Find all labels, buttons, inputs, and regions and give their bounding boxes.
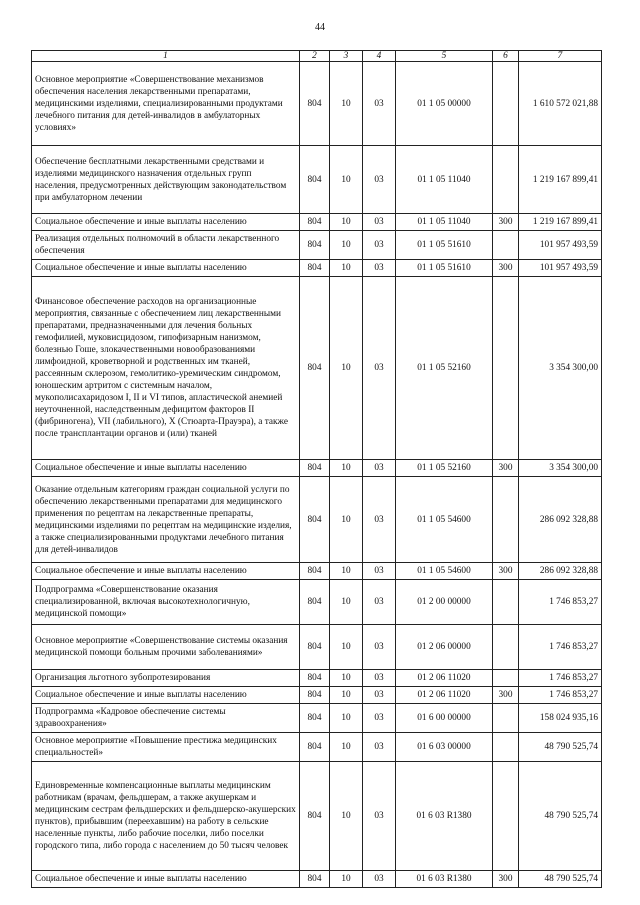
cell-sum: 1 746 853,27 (519, 670, 602, 687)
row-name: Основное мероприятие «Совершенствование системы оказания медицинской помощи больным прочими заболеваниями» (32, 625, 300, 670)
cell-sum: 101 957 493,59 (519, 260, 602, 277)
row-name: Социальное обеспечение и иные выплаты населению (32, 563, 300, 580)
table-row (32, 277, 602, 460)
cell-sum: 1 610 572 021,88 (519, 62, 602, 146)
cell-vr (493, 62, 519, 146)
row-name: Обеспечение бесплатными лекарственными средствами и изделиями медицинского назначения отдельных групп населения, предусмотренных действующим законодательством при амбулаторном лечении (32, 146, 300, 214)
cell-pr: 03 (363, 580, 396, 625)
header-row (32, 51, 602, 62)
cell-sum: 286 092 328,88 (519, 563, 602, 580)
cell-rz: 10 (330, 762, 363, 871)
cell-csr: 01 2 06 11020 (396, 670, 493, 687)
row-name: Финансовое обеспечение расходов на организационные мероприятия, связанные с обеспечением лиц лекарственными препаратами, предназначенными для лечения больных гемофилией, муковисцидозом, гипофизарным нанизмом, болезнью Гоше, злокачественными новообразованиями лимфоидной, кроветворной и родственных им тканей, рассеянным склерозом, гемолитико-уремическим синдромом, юношеским артритом с системным началом, мукополисахаридозом I, II и VI типов, апластической анемией неуточненной, наследственным дефицитом факторов II (фибриногена), VII (лабильного), X (Стюарта-Прауэра), а также после трансплантации органов и (или) тканей (32, 277, 300, 460)
table-row (32, 580, 602, 625)
cell-vr: 300 (493, 563, 519, 580)
cell-ved: 804 (300, 625, 330, 670)
cell-csr: 01 2 06 00000 (396, 625, 493, 670)
cell-rz: 10 (330, 563, 363, 580)
cell-ved: 804 (300, 580, 330, 625)
row-name: Подпрограмма «Совершенствование оказания специализированной, включая высокотехнологичную, медицинской помощи» (32, 580, 300, 625)
cell-csr: 01 1 05 51610 (396, 260, 493, 277)
cell-csr: 01 6 03 00000 (396, 733, 493, 762)
cell-csr: 01 6 03 R1380 (396, 762, 493, 871)
cell-pr: 03 (363, 871, 396, 888)
cell-rz: 10 (330, 231, 363, 260)
cell-rz: 10 (330, 871, 363, 888)
cell-rz: 10 (330, 625, 363, 670)
cell-pr: 03 (363, 563, 396, 580)
cell-pr: 03 (363, 625, 396, 670)
cell-csr: 01 1 05 11040 (396, 214, 493, 231)
cell-rz: 10 (330, 277, 363, 460)
cell-csr: 01 6 00 00000 (396, 704, 493, 733)
column-header: 6 (493, 51, 519, 62)
cell-vr (493, 477, 519, 563)
cell-vr (493, 733, 519, 762)
cell-pr: 03 (363, 704, 396, 733)
cell-vr (493, 625, 519, 670)
cell-csr: 01 6 03 R1380 (396, 871, 493, 888)
cell-pr: 03 (363, 214, 396, 231)
cell-csr: 01 1 05 54600 (396, 563, 493, 580)
cell-ved: 804 (300, 687, 330, 704)
column-header: 3 (330, 51, 363, 62)
cell-csr: 01 1 05 11040 (396, 146, 493, 214)
row-name: Основное мероприятие «Совершенствование механизмов обеспечения населения лекарственными препаратами, медицинскими изделиями, специализированными продуктами лечебного питания для детей-инвалидов в амбулаторных условиях» (32, 62, 300, 146)
cell-sum: 1 746 853,27 (519, 625, 602, 670)
table-row (32, 146, 602, 214)
table-row (32, 563, 602, 580)
cell-pr: 03 (363, 460, 396, 477)
cell-ved: 804 (300, 563, 330, 580)
row-name: Социальное обеспечение и иные выплаты населению (32, 687, 300, 704)
cell-rz: 10 (330, 214, 363, 231)
cell-rz: 10 (330, 687, 363, 704)
cell-sum: 48 790 525,74 (519, 762, 602, 871)
cell-vr: 300 (493, 687, 519, 704)
cell-csr: 01 2 00 00000 (396, 580, 493, 625)
column-header: 5 (396, 51, 493, 62)
cell-vr (493, 704, 519, 733)
table-row (32, 625, 602, 670)
cell-vr: 300 (493, 214, 519, 231)
cell-rz: 10 (330, 260, 363, 277)
cell-pr: 03 (363, 146, 396, 214)
cell-sum: 3 354 300,00 (519, 460, 602, 477)
row-name: Основное мероприятие «Повышение престижа медицинских специальностей» (32, 733, 300, 762)
cell-rz: 10 (330, 62, 363, 146)
column-header: 1 (32, 51, 300, 62)
cell-vr (493, 231, 519, 260)
table-row (32, 871, 602, 888)
row-name: Реализация отдельных полномочий в области лекарственного обеспечения (32, 231, 300, 260)
budget-table (31, 50, 602, 888)
cell-pr: 03 (363, 231, 396, 260)
table-row (32, 687, 602, 704)
cell-vr (493, 277, 519, 460)
table-row (32, 260, 602, 277)
cell-ved: 804 (300, 277, 330, 460)
table-row (32, 460, 602, 477)
cell-sum: 1 746 853,27 (519, 687, 602, 704)
table-row (32, 231, 602, 260)
table-row (32, 214, 602, 231)
cell-sum: 101 957 493,59 (519, 231, 602, 260)
cell-csr: 01 1 05 51610 (396, 231, 493, 260)
cell-ved: 804 (300, 460, 330, 477)
row-name: Социальное обеспечение и иные выплаты населению (32, 871, 300, 888)
cell-vr: 300 (493, 260, 519, 277)
cell-pr: 03 (363, 62, 396, 146)
row-name: Единовременные компенсационные выплаты медицинским работникам (врачам, фельдшерам, а также акушеркам и медицинским сестрам фельдшерских и фельдшерско-акушерских пунктов), прибывшим (переехавшим) на работу в сельские населенные пункты, либо рабочие поселки, либо поселки городского типа, либо города с населением до 50 тысяч человек (32, 762, 300, 871)
table-row (32, 704, 602, 733)
cell-ved: 804 (300, 733, 330, 762)
cell-rz: 10 (330, 477, 363, 563)
column-header: 7 (519, 51, 602, 62)
cell-csr: 01 1 05 00000 (396, 62, 493, 146)
cell-sum: 3 354 300,00 (519, 277, 602, 460)
row-name: Социальное обеспечение и иные выплаты населению (32, 214, 300, 231)
cell-rz: 10 (330, 146, 363, 214)
cell-csr: 01 1 05 52160 (396, 277, 493, 460)
column-header: 2 (300, 51, 330, 62)
cell-ved: 804 (300, 477, 330, 563)
cell-pr: 03 (363, 477, 396, 563)
cell-pr: 03 (363, 670, 396, 687)
table-row (32, 762, 602, 871)
cell-sum: 1 219 167 899,41 (519, 146, 602, 214)
cell-rz: 10 (330, 670, 363, 687)
cell-sum: 158 024 935,16 (519, 704, 602, 733)
row-name: Организация льготного зубопротезирования (32, 670, 300, 687)
table-row (32, 733, 602, 762)
table-row (32, 670, 602, 687)
row-name: Социальное обеспечение и иные выплаты населению (32, 460, 300, 477)
cell-pr: 03 (363, 277, 396, 460)
cell-vr (493, 580, 519, 625)
cell-sum: 1 746 853,27 (519, 580, 602, 625)
cell-pr: 03 (363, 762, 396, 871)
cell-pr: 03 (363, 260, 396, 277)
table-row (32, 62, 602, 146)
cell-pr: 03 (363, 687, 396, 704)
cell-sum: 286 092 328,88 (519, 477, 602, 563)
cell-rz: 10 (330, 733, 363, 762)
cell-sum: 1 219 167 899,41 (519, 214, 602, 231)
cell-rz: 10 (330, 460, 363, 477)
row-name: Подпрограмма «Кадровое обеспечение системы здравоохранения» (32, 704, 300, 733)
row-name: Социальное обеспечение и иные выплаты населению (32, 260, 300, 277)
column-header: 4 (363, 51, 396, 62)
cell-ved: 804 (300, 62, 330, 146)
cell-sum: 48 790 525,74 (519, 733, 602, 762)
cell-csr: 01 1 05 52160 (396, 460, 493, 477)
row-name: Оказание отдельным категориям граждан социальной услуги по обеспечению лекарственными препаратами для медицинского применения по рецептам на лекарственные препараты, медицинскими изделиями по рецептам на медицинские изделия, а также специализированными продуктами лечебного питания для детей-инвалидов (32, 477, 300, 563)
cell-ved: 804 (300, 871, 330, 888)
cell-pr: 03 (363, 733, 396, 762)
cell-ved: 804 (300, 146, 330, 214)
page-number: 44 (315, 22, 325, 33)
cell-vr (493, 146, 519, 214)
cell-vr (493, 762, 519, 871)
cell-rz: 10 (330, 580, 363, 625)
cell-ved: 804 (300, 762, 330, 871)
cell-csr: 01 1 05 54600 (396, 477, 493, 563)
table-row (32, 477, 602, 563)
cell-ved: 804 (300, 260, 330, 277)
cell-ved: 804 (300, 670, 330, 687)
cell-ved: 804 (300, 214, 330, 231)
cell-rz: 10 (330, 704, 363, 733)
cell-vr: 300 (493, 871, 519, 888)
cell-sum: 48 790 525,74 (519, 871, 602, 888)
cell-vr (493, 670, 519, 687)
cell-ved: 804 (300, 704, 330, 733)
cell-ved: 804 (300, 231, 330, 260)
cell-vr: 300 (493, 460, 519, 477)
cell-csr: 01 2 06 11020 (396, 687, 493, 704)
